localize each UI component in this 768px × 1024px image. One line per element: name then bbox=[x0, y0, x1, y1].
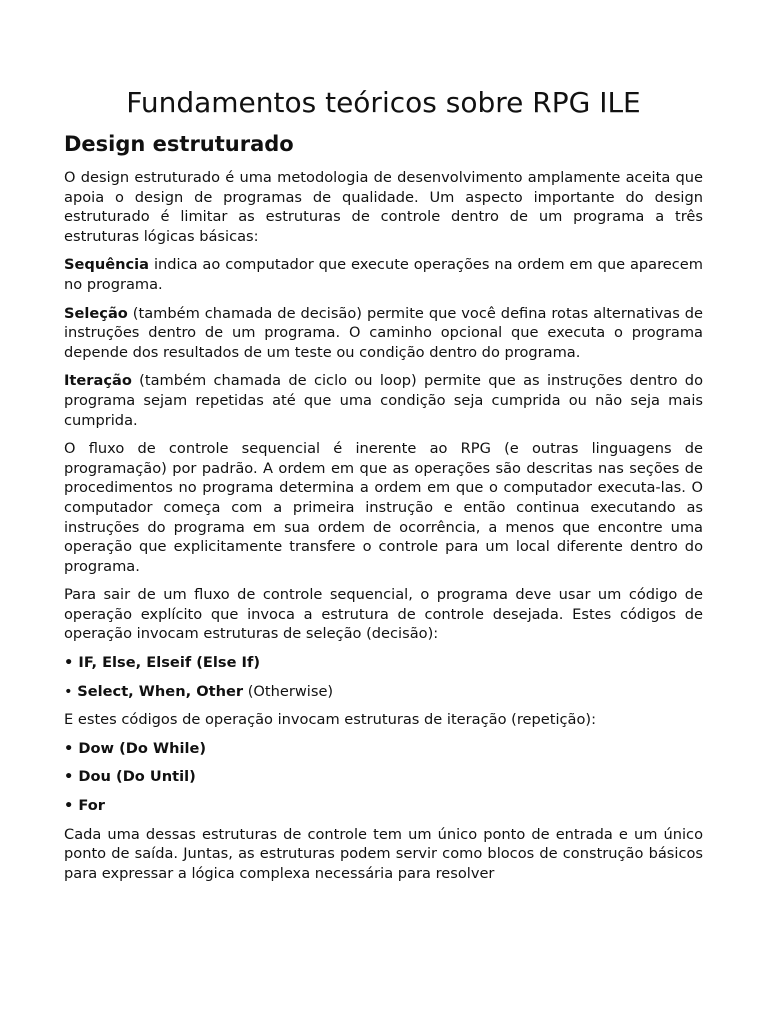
document-title: Fundamentos teóricos sobre RPG ILE bbox=[126, 86, 641, 119]
bullet-select bbox=[64, 682, 703, 702]
bullet-dow bbox=[64, 739, 703, 759]
bullet-dou bbox=[64, 767, 703, 787]
selecao-term: Seleção bbox=[64, 304, 128, 322]
bullet-dou-text: • Dou (Do Until) bbox=[64, 768, 196, 786]
sequencia-term: Sequência bbox=[64, 256, 150, 274]
bullet-if-text: • IF, Else, Elseif (Else If) bbox=[64, 654, 261, 672]
bullet-for bbox=[64, 796, 703, 816]
bullet-select-bold: Select, When, Other bbox=[77, 682, 244, 700]
bullet-dow-text: • Dow (Do While) bbox=[64, 739, 207, 757]
iteracao-intro-paragraph: E estes códigos de operação invocam estruturas de iteração (repetição): bbox=[64, 711, 597, 729]
bullet-for-text: • For bbox=[64, 797, 106, 815]
selecao-paragraph bbox=[64, 304, 703, 363]
sequencia-text: indica ao computador que execute operações na ordem em que aparecem no programa. bbox=[64, 256, 703, 293]
iteracao-term: Iteração bbox=[64, 372, 132, 390]
bullet-if bbox=[64, 653, 703, 673]
sair-paragraph: Para sair de um fluxo de controle sequencial, o programa deve usar um código de operação explícito que invoca a estrutura de controle desejada. Estes códigos de operação invocam estruturas de seleção (decisão): bbox=[64, 586, 703, 643]
bullet-select-rest: (Otherwise) bbox=[243, 682, 334, 700]
iteracao-paragraph bbox=[64, 371, 703, 430]
section-heading: Design estruturado bbox=[64, 132, 294, 156]
sequencia-paragraph bbox=[64, 255, 703, 294]
bullet-select-prefix: • bbox=[64, 682, 78, 700]
selecao-text: (também chamada de decisão) permite que você defina rotas alternativas de instruções dentro de um programa. O caminho opcional que executa o programa depende dos resultados de um teste ou condição dentro do programa. bbox=[64, 304, 703, 361]
intro-paragraph: O design estruturado é uma metodologia de desenvolvimento amplamente aceita que apoia o design de programas de qualidade. Um aspecto importante do design estruturado é limitar as estruturas de controle dentro de um programa a três estruturas lógicas básicas: bbox=[64, 169, 703, 245]
fluxo-paragraph: O fluxo de controle sequencial é inerente ao RPG (e outras linguagens de programação) por padrão. A ordem em que as operações são descritas nas seções de procedimentos no programa determina a ordem em que o computador executa-las. O computador começa com a primeira instrução e então continua executando as instruções do programa em sua ordem de ocorrência, a menos que encontre uma operação que explicitamente transfere o controle para um local diferente dentro do programa. bbox=[64, 440, 703, 575]
iteracao-text: (também chamada de ciclo ou loop) permite que as instruções dentro do programa sejam repetidas até que uma condição seja cumprida ou não seja mais cumprida. bbox=[64, 372, 703, 429]
conclusao-paragraph: Cada uma dessas estruturas de controle tem um único ponto de entrada e um único ponto de saída. Juntas, as estruturas podem servir como blocos de construção básicos para expressar a lógica complexa necessária para resolver bbox=[64, 825, 703, 882]
document-page bbox=[64, 84, 703, 883]
